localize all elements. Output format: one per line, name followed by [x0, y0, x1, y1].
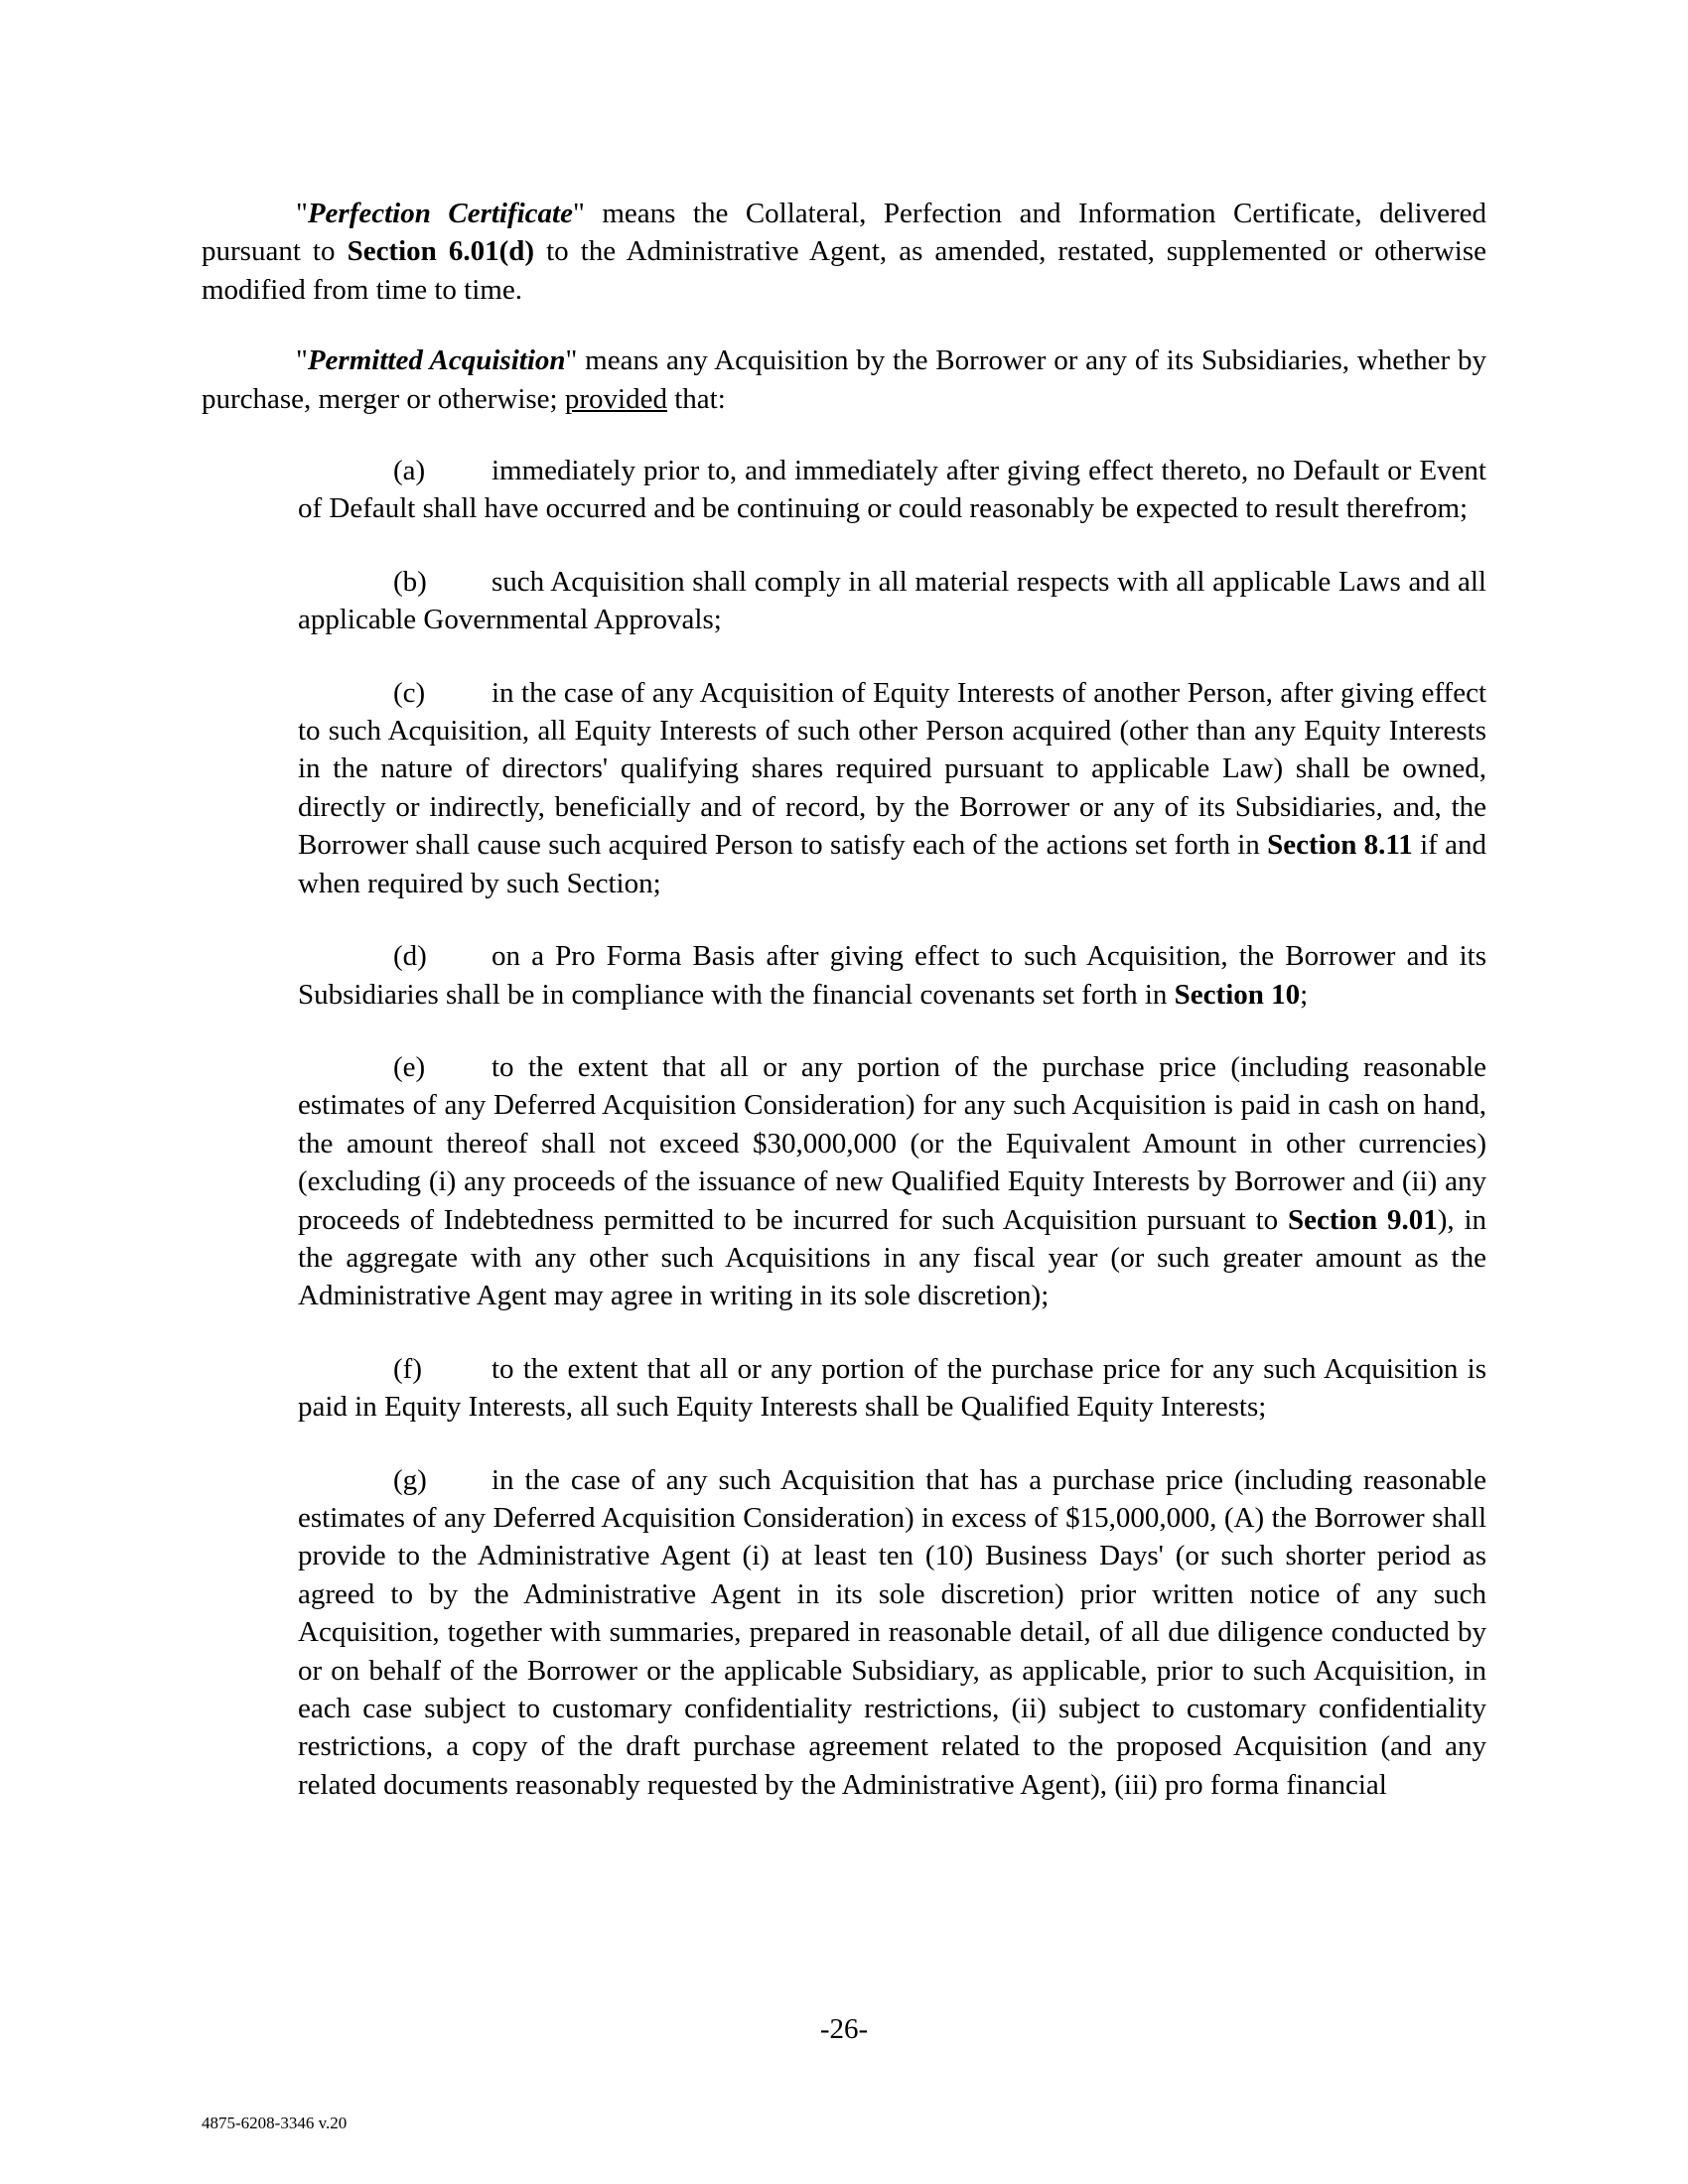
- clause-label: (c): [393, 676, 426, 709]
- clause-text: immediately prior to, and immediately after giving effect thereto, no Default or Event of Default shall have occurred and be continuing or could reasonably be expected to result therefrom;: [298, 455, 1486, 525]
- definition-text: means the Collateral, Perfection and Information Certificate, delivered pursuant to: [202, 198, 1486, 268]
- open-quote: ": [296, 198, 308, 229]
- clause-f: [298, 1350, 1486, 1427]
- clause-text: ), in the aggregate with any other such Acquisitions in any fiscal year (or such greater amount as the Administrative Agent may agree in writing in its sole discretion);: [298, 1203, 1486, 1312]
- definition-text: to the Administrative Agent, as amended, restated, supplemented or otherwise modified from time to time.: [202, 235, 1486, 306]
- clause-b: [298, 563, 1486, 639]
- clause-label: (f): [393, 1352, 422, 1385]
- close-quote: ": [572, 198, 585, 229]
- defined-term: Perfection Certificate: [307, 198, 573, 229]
- proviso-word: provided: [564, 382, 667, 415]
- clause-e: [298, 1048, 1486, 1315]
- clause-c: [298, 674, 1486, 902]
- clause-text: if and when required by such Section;: [298, 829, 1486, 899]
- clause-text: on a Pro Forma Basis after giving effect to such Acquisition, the Borrower and its Subsidiaries shall be in compliance with the financial covenants set forth in: [298, 940, 1486, 1011]
- clause-label: (b): [393, 565, 427, 598]
- definition-permitted-acquisition: [202, 341, 1486, 418]
- clause-label: (e): [393, 1050, 426, 1083]
- clause-text: in the case of any such Acquisition that has a purchase price (including reasonable estimates of any Deferred Acquisition Consideration) in excess of $15,000,000, (A) the Borrower shall provide to the Administrative Agent (i) at least ten (10) Business Days' (or such shorter period as agreed to by the Administrative Agent in its sole discretion) prior written notice of any such Acquisition, together with summaries, prepared in reasonable detail, of all due diligence conducted by or on behalf of the Borrower or the applicable Subsidiary, as applicable, prior to such Acquisition, in each case subject to customary confidentiality restrictions, (ii) subject to customary confidentiality restrictions, a copy of the draft purchase agreement related to the proposed Acquisition (and any related documents reasonably requested by the Administrative Agent), (iii) pro forma financial: [298, 1463, 1486, 1801]
- clause-a: [298, 452, 1486, 528]
- section-reference: Section 6.01(d): [347, 235, 535, 268]
- page-number: -26-: [819, 2013, 869, 2045]
- definition-text: that:: [666, 382, 726, 415]
- section-reference: Section 10: [1174, 978, 1301, 1011]
- clause-text: ;: [1300, 978, 1309, 1011]
- document-body: [202, 195, 1486, 1839]
- clause-g: [298, 1461, 1486, 1805]
- defined-term: Permitted Acquisition: [307, 344, 566, 377]
- clause-label: (g): [393, 1463, 427, 1496]
- clause-text: in the case of any Acquisition of Equity Interests of another Person, after giving effect to such Acquisition, all Equity Interests of such other Person acquired (other than any Equity Interests in the nature of directors' qualifying shares required pursuant to applicable Law) shall be owned, directly or indirectly, beneficially and of record, by the Borrower or any of its Subsidiaries, and, the Borrower shall cause such acquired Person to satisfy each of the actions set forth in: [298, 676, 1486, 862]
- document-id: 4875-6208-3346 v.20: [202, 2114, 348, 2132]
- definition-perfection-certificate: [202, 195, 1486, 309]
- definition-text: means any Acquisition by the Borrower or any of its Subsidiaries, whether by purchase, merger or otherwise;: [202, 344, 1486, 415]
- section-reference: Section 8.11: [1267, 829, 1413, 862]
- clause-d: [298, 937, 1486, 1014]
- section-reference: Section 9.01: [1287, 1203, 1438, 1236]
- clause-text: to the extent that all or any portion of the purchase price for any such Acquisition is paid in Equity Interests, all such Equity Interests shall be Qualified Equity Interests;: [298, 1352, 1486, 1424]
- open-quote: ": [296, 344, 308, 377]
- close-quote: ": [565, 344, 578, 377]
- clause-text: such Acquisition shall comply in all material respects with all applicable Laws and all applicable Governmental Approvals;: [298, 565, 1486, 636]
- clause-label: (a): [393, 455, 426, 487]
- clause-label: (d): [393, 940, 427, 973]
- clause-text: to the extent that all or any portion of the purchase price (including reasonable estimates of any Deferred Acquisition Consideration) for any such Acquisition is paid in cash on hand, the amount thereof shall not exceed $30,000,000 (or the Equivalent Amount in other currencies) (excluding (i) any proceeds of the issuance of new Qualified Equity Interests by Borrower and (ii) any proceeds of Indebtedness permitted to be incurred for such Acquisition pursuant to: [298, 1050, 1486, 1236]
